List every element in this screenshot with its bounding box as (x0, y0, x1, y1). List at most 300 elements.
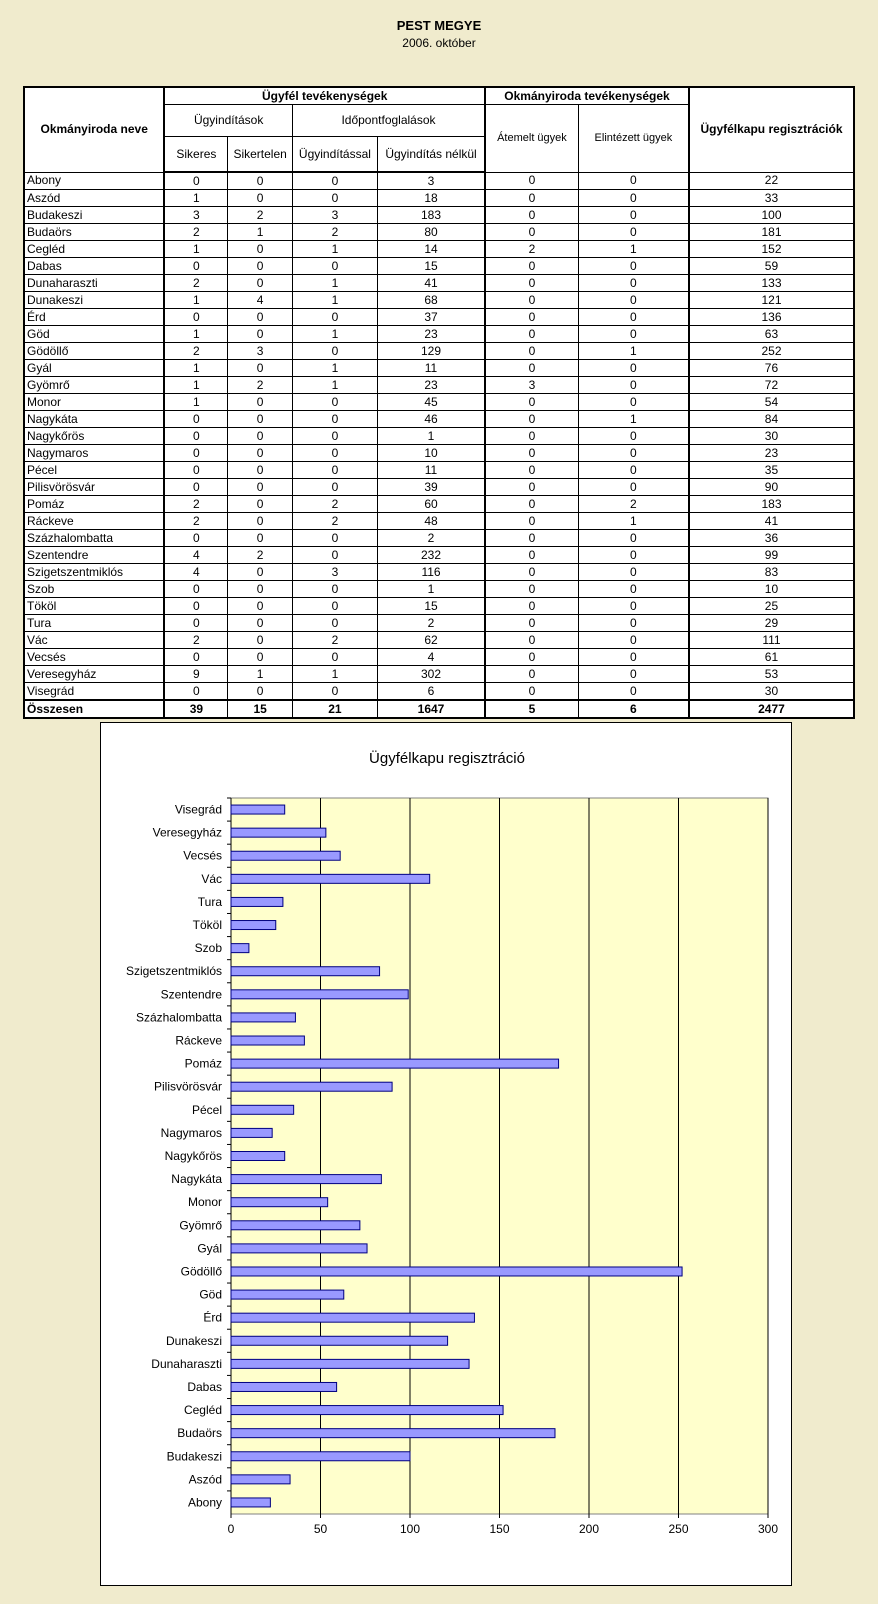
bar (231, 1082, 392, 1091)
cell-registrations: 63 (689, 326, 854, 343)
cell-with-case: 0 (292, 530, 377, 547)
category-label: Dunakeszi (165, 1333, 222, 1348)
bar (231, 921, 276, 930)
cell-successful: 2 (164, 275, 228, 292)
cell-transferred: 0 (485, 275, 578, 292)
cell-successful: 2 (164, 496, 228, 513)
cell-with-case: 0 (292, 428, 377, 445)
cell-without-case: 129 (377, 343, 485, 360)
cell-registrations: 72 (689, 377, 854, 394)
cell-successful: 1 (164, 394, 228, 411)
bar (231, 1059, 559, 1068)
cell-office: Érd (24, 309, 164, 326)
cell-unsuccessful: 1 (228, 666, 293, 683)
cell-unsuccessful: 0 (228, 479, 293, 496)
table-row (24, 411, 854, 428)
header-with-case: Ügyindítással (292, 137, 377, 173)
cell-office: Dabas (24, 258, 164, 275)
cell-completed: 0 (578, 649, 689, 666)
cell-unsuccessful: 0 (228, 275, 293, 292)
header-unsuccessful: Sikertelen (228, 137, 293, 173)
cell-without-case: 4 (377, 649, 485, 666)
cell-completed: 0 (578, 428, 689, 445)
table-row (24, 394, 854, 411)
cell-completed: 0 (578, 683, 689, 701)
category-label: Gödöllő (180, 1264, 222, 1279)
cell-office: Monor (24, 394, 164, 411)
cell-with-case: 0 (292, 683, 377, 701)
cell-without-case: 23 (377, 377, 485, 394)
cell-completed: 0 (578, 479, 689, 496)
cell-completed: 0 (578, 258, 689, 275)
cell-successful: 0 (164, 428, 228, 445)
cell-without-case: 10 (377, 445, 485, 462)
table-row (24, 530, 854, 547)
cell-transferred: 0 (485, 632, 578, 649)
cell-with-case: 0 (292, 445, 377, 462)
chart-title: Ügyfélkapu regisztráció (369, 750, 525, 767)
table-row (24, 666, 854, 683)
cell-with-case: 0 (292, 411, 377, 428)
category-label: Gyömrő (179, 1218, 222, 1233)
bar (231, 1406, 503, 1415)
bar (231, 990, 408, 999)
bar (231, 828, 326, 837)
category-label: Tököl (192, 918, 222, 933)
cell-transferred: 0 (485, 411, 578, 428)
cell-unsuccessful: 0 (228, 411, 293, 428)
cell-successful: 0 (164, 615, 228, 632)
cell-unsuccessful: 0 (228, 309, 293, 326)
category-label: Nagymaros (160, 1125, 222, 1140)
bar (231, 1475, 290, 1484)
cell-registrations: 35 (689, 462, 854, 479)
cell-successful: 0 (164, 411, 228, 428)
cell-unsuccessful: 4 (228, 292, 293, 309)
cell-registrations: 181 (689, 224, 854, 241)
cell-registrations: 76 (689, 360, 854, 377)
cell-completed: 0 (578, 394, 689, 411)
category-label: Gyál (197, 1241, 222, 1256)
cell-completed: 0 (578, 632, 689, 649)
category-label: Vecsés (183, 848, 222, 863)
cell-successful: 0 (164, 309, 228, 326)
cell-successful: 4 (164, 564, 228, 581)
cell-without-case: 15 (377, 598, 485, 615)
category-label: Visegrád (174, 802, 222, 817)
cell-completed: 6 (578, 700, 689, 718)
bar (231, 1290, 344, 1299)
header-successful: Sikeres (164, 137, 228, 173)
table-row (24, 428, 854, 445)
table-row (24, 292, 854, 309)
cell-successful: 1 (164, 292, 228, 309)
statistics-table (23, 86, 855, 719)
cell-with-case: 2 (292, 496, 377, 513)
cell-transferred: 0 (485, 496, 578, 513)
cell-without-case: 11 (377, 360, 485, 377)
cell-transferred: 0 (485, 445, 578, 462)
cell-office: Budaörs (24, 224, 164, 241)
cell-without-case: 39 (377, 479, 485, 496)
cell-without-case: 2 (377, 615, 485, 632)
cell-without-case: 60 (377, 496, 485, 513)
cell-office: Abony (24, 172, 164, 190)
cell-unsuccessful: 2 (228, 207, 293, 224)
cell-successful: 0 (164, 530, 228, 547)
cell-without-case: 302 (377, 666, 485, 683)
cell-successful: 0 (164, 172, 228, 190)
cell-transferred: 0 (485, 309, 578, 326)
cell-office: Pécel (24, 462, 164, 479)
cell-unsuccessful: 0 (228, 564, 293, 581)
cell-successful: 1 (164, 241, 228, 258)
cell-registrations: 10 (689, 581, 854, 598)
cell-office: Szigetszentmiklós (24, 564, 164, 581)
cell-with-case: 0 (292, 172, 377, 190)
cell-with-case: 0 (292, 258, 377, 275)
bar (231, 1429, 555, 1438)
cell-office: Veresegyház (24, 666, 164, 683)
cell-without-case: 232 (377, 547, 485, 564)
cell-transferred: 0 (485, 207, 578, 224)
cell-completed: 0 (578, 326, 689, 343)
cell-registrations: 23 (689, 445, 854, 462)
cell-unsuccessful: 0 (228, 649, 293, 666)
cell-successful: 2 (164, 632, 228, 649)
cell-with-case: 1 (292, 377, 377, 394)
cell-with-case: 3 (292, 207, 377, 224)
cell-unsuccessful: 3 (228, 343, 293, 360)
cell-registrations: 36 (689, 530, 854, 547)
cell-unsuccessful: 2 (228, 547, 293, 564)
cell-unsuccessful: 0 (228, 258, 293, 275)
bar (231, 851, 340, 860)
table-row (24, 172, 854, 190)
cell-without-case: 15 (377, 258, 485, 275)
cell-without-case: 23 (377, 326, 485, 343)
cell-transferred: 2 (485, 241, 578, 258)
cell-unsuccessful: 0 (228, 394, 293, 411)
cell-unsuccessful: 0 (228, 598, 293, 615)
table-row (24, 496, 854, 513)
cell-completed: 1 (578, 411, 689, 428)
cell-completed: 0 (578, 547, 689, 564)
category-label: Veresegyház (152, 825, 222, 840)
cell-successful: 9 (164, 666, 228, 683)
cell-unsuccessful: 0 (228, 190, 293, 207)
table-row (24, 581, 854, 598)
category-label: Aszód (188, 1472, 222, 1487)
cell-transferred: 0 (485, 683, 578, 701)
cell-registrations: 252 (689, 343, 854, 360)
cell-with-case: 0 (292, 394, 377, 411)
bar (231, 805, 285, 814)
cell-unsuccessful: 0 (228, 615, 293, 632)
bar (231, 1244, 367, 1253)
header-transferred: Átemelt ügyek (485, 105, 578, 173)
cell-unsuccessful: 1 (228, 224, 293, 241)
table-row (24, 445, 854, 462)
cell-completed: 1 (578, 513, 689, 530)
category-label: Dunaharaszti (151, 1356, 222, 1371)
cell-with-case: 0 (292, 190, 377, 207)
cell-office: Dunakeszi (24, 292, 164, 309)
category-label: Budakeszi (166, 1449, 222, 1464)
cell-completed: 0 (578, 309, 689, 326)
cell-unsuccessful: 0 (228, 172, 293, 190)
cell-transferred: 0 (485, 581, 578, 598)
bar (231, 1105, 294, 1114)
cell-office: Nagykőrös (24, 428, 164, 445)
cell-successful: 1 (164, 377, 228, 394)
bar (231, 1382, 337, 1391)
cell-with-case: 1 (292, 360, 377, 377)
cell-successful: 0 (164, 258, 228, 275)
cell-office: Budakeszi (24, 207, 164, 224)
category-label: Nagykáta (171, 1172, 222, 1187)
cell-with-case: 2 (292, 632, 377, 649)
category-label: Cegléd (183, 1403, 222, 1418)
cell-without-case: 11 (377, 462, 485, 479)
cell-without-case: 183 (377, 207, 485, 224)
cell-unsuccessful: 0 (228, 241, 293, 258)
cell-registrations: 61 (689, 649, 854, 666)
cell-registrations: 183 (689, 496, 854, 513)
cell-transferred: 0 (485, 530, 578, 547)
cell-office: Szob (24, 581, 164, 598)
cell-transferred: 0 (485, 326, 578, 343)
cell-unsuccessful: 15 (228, 700, 293, 718)
cell-transferred: 0 (485, 292, 578, 309)
chart-canvas (101, 723, 793, 1587)
cell-unsuccessful: 0 (228, 683, 293, 701)
table-row (24, 564, 854, 581)
cell-completed: 0 (578, 445, 689, 462)
cell-successful: 1 (164, 360, 228, 377)
cell-transferred: 0 (485, 479, 578, 496)
category-label: Göd (199, 1287, 222, 1302)
cell-with-case: 1 (292, 275, 377, 292)
category-label: Szentendre (160, 987, 222, 1002)
category-label: Százhalombatta (135, 1010, 222, 1025)
bar (231, 1175, 381, 1184)
cell-registrations: 53 (689, 666, 854, 683)
cell-transferred: 0 (485, 462, 578, 479)
bar (231, 1313, 474, 1322)
cell-with-case: 0 (292, 343, 377, 360)
cell-without-case: 2 (377, 530, 485, 547)
header-client-activities: Ügyfél tevékenységek (164, 87, 485, 105)
cell-transferred: 0 (485, 258, 578, 275)
header-completed: Elintézett ügyek (578, 105, 689, 173)
cell-completed: 0 (578, 224, 689, 241)
cell-with-case: 1 (292, 666, 377, 683)
cell-unsuccessful: 0 (228, 496, 293, 513)
bar (231, 1221, 360, 1230)
cell-without-case: 37 (377, 309, 485, 326)
cell-completed: 0 (578, 292, 689, 309)
cell-transferred: 0 (485, 394, 578, 411)
category-label: Ráckeve (175, 1033, 222, 1048)
cell-transferred: 0 (485, 564, 578, 581)
cell-transferred: 0 (485, 190, 578, 207)
cell-successful: 3 (164, 207, 228, 224)
cell-transferred: 0 (485, 649, 578, 666)
cell-registrations: 83 (689, 564, 854, 581)
cell-office: Ráckeve (24, 513, 164, 530)
header-appointments: Időpontfoglalások (292, 105, 485, 137)
cell-completed: 0 (578, 275, 689, 292)
cell-transferred: 0 (485, 666, 578, 683)
cell-office: Gyál (24, 360, 164, 377)
page-subtitle: 2006. október (402, 36, 476, 50)
table-row (24, 598, 854, 615)
table-row (24, 479, 854, 496)
cell-without-case: 6 (377, 683, 485, 701)
cell-with-case: 0 (292, 479, 377, 496)
cell-successful: 0 (164, 598, 228, 615)
category-label: Szigetszentmiklós (125, 964, 222, 979)
cell-registrations: 111 (689, 632, 854, 649)
cell-without-case: 3 (377, 172, 485, 190)
cell-successful: 0 (164, 683, 228, 701)
cell-registrations: 133 (689, 275, 854, 292)
cell-successful: 0 (164, 649, 228, 666)
cell-office: Visegrád (24, 683, 164, 701)
cell-registrations: 100 (689, 207, 854, 224)
cell-completed: 0 (578, 377, 689, 394)
table-total-row (24, 700, 854, 718)
cell-completed: 0 (578, 666, 689, 683)
cell-office: Pomáz (24, 496, 164, 513)
cell-office: Aszód (24, 190, 164, 207)
x-tick-label: 50 (313, 1522, 328, 1536)
cell-without-case: 41 (377, 275, 485, 292)
cell-successful: 0 (164, 479, 228, 496)
cell-office: Tura (24, 615, 164, 632)
cell-unsuccessful: 0 (228, 581, 293, 598)
cell-registrations: 2477 (689, 700, 854, 718)
category-label: Pécel (191, 1102, 222, 1117)
cell-registrations: 33 (689, 190, 854, 207)
cell-registrations: 29 (689, 615, 854, 632)
category-label: Vác (201, 871, 222, 886)
table-row (24, 649, 854, 666)
cell-office: Százhalombatta (24, 530, 164, 547)
cell-successful: 1 (164, 326, 228, 343)
cell-successful: 39 (164, 700, 228, 718)
cell-completed: 0 (578, 207, 689, 224)
cell-without-case: 1647 (377, 700, 485, 718)
registration-chart (100, 722, 792, 1586)
cell-transferred: 0 (485, 360, 578, 377)
category-label: Pomáz (184, 1056, 222, 1071)
cell-unsuccessful: 2 (228, 377, 293, 394)
x-tick-label: 0 (227, 1522, 235, 1536)
cell-with-case: 0 (292, 581, 377, 598)
cell-successful: 0 (164, 581, 228, 598)
cell-office: Dunaharaszti (24, 275, 164, 292)
cell-office: Vác (24, 632, 164, 649)
bar (231, 1336, 448, 1345)
table-row (24, 683, 854, 701)
table-row (24, 309, 854, 326)
category-label: Szob (194, 941, 222, 956)
cell-completed: 0 (578, 190, 689, 207)
cell-unsuccessful: 0 (228, 428, 293, 445)
cell-successful: 0 (164, 445, 228, 462)
cell-transferred: 0 (485, 224, 578, 241)
table-row (24, 258, 854, 275)
cell-without-case: 116 (377, 564, 485, 581)
cell-completed: 0 (578, 530, 689, 547)
table-row (24, 224, 854, 241)
table-row (24, 513, 854, 530)
cell-successful: 4 (164, 547, 228, 564)
cell-unsuccessful: 0 (228, 326, 293, 343)
cell-registrations: 41 (689, 513, 854, 530)
cell-office: Nagymaros (24, 445, 164, 462)
cell-unsuccessful: 0 (228, 632, 293, 649)
cell-with-case: 0 (292, 615, 377, 632)
page-title: PEST MEGYE (396, 18, 482, 33)
cell-office: Szentendre (24, 547, 164, 564)
table-row (24, 241, 854, 258)
cell-office: Cegléd (24, 241, 164, 258)
cell-unsuccessful: 0 (228, 462, 293, 479)
cell-registrations: 121 (689, 292, 854, 309)
cell-transferred: 0 (485, 598, 578, 615)
table-row (24, 275, 854, 292)
cell-registrations: 84 (689, 411, 854, 428)
cell-with-case: 21 (292, 700, 377, 718)
category-label: Érd (203, 1310, 222, 1325)
cell-registrations: 59 (689, 258, 854, 275)
cell-with-case: 1 (292, 326, 377, 343)
category-label: Pilisvörösvár (153, 1079, 222, 1094)
cell-office: Göd (24, 326, 164, 343)
bar (231, 1267, 682, 1276)
table-row (24, 360, 854, 377)
cell-transferred: 0 (485, 547, 578, 564)
cell-transferred: 5 (485, 700, 578, 718)
cell-transferred: 3 (485, 377, 578, 394)
cell-with-case: 0 (292, 649, 377, 666)
cell-with-case: 2 (292, 224, 377, 241)
cell-successful: 0 (164, 462, 228, 479)
cell-registrations: 25 (689, 598, 854, 615)
cell-transferred: 0 (485, 615, 578, 632)
cell-without-case: 80 (377, 224, 485, 241)
cell-with-case: 1 (292, 241, 377, 258)
cell-without-case: 1 (377, 581, 485, 598)
bar (231, 1198, 328, 1207)
cell-completed: 0 (578, 462, 689, 479)
table-row (24, 326, 854, 343)
category-label: Tura (197, 894, 222, 909)
bar (231, 1498, 270, 1507)
cell-office: Összesen (24, 700, 164, 718)
cell-registrations: 54 (689, 394, 854, 411)
cell-successful: 2 (164, 224, 228, 241)
table-row (24, 343, 854, 360)
header-office-name: Okmányiroda neve (24, 87, 164, 172)
cell-unsuccessful: 0 (228, 445, 293, 462)
cell-with-case: 2 (292, 513, 377, 530)
x-tick-label: 250 (668, 1522, 689, 1536)
cell-transferred: 0 (485, 428, 578, 445)
